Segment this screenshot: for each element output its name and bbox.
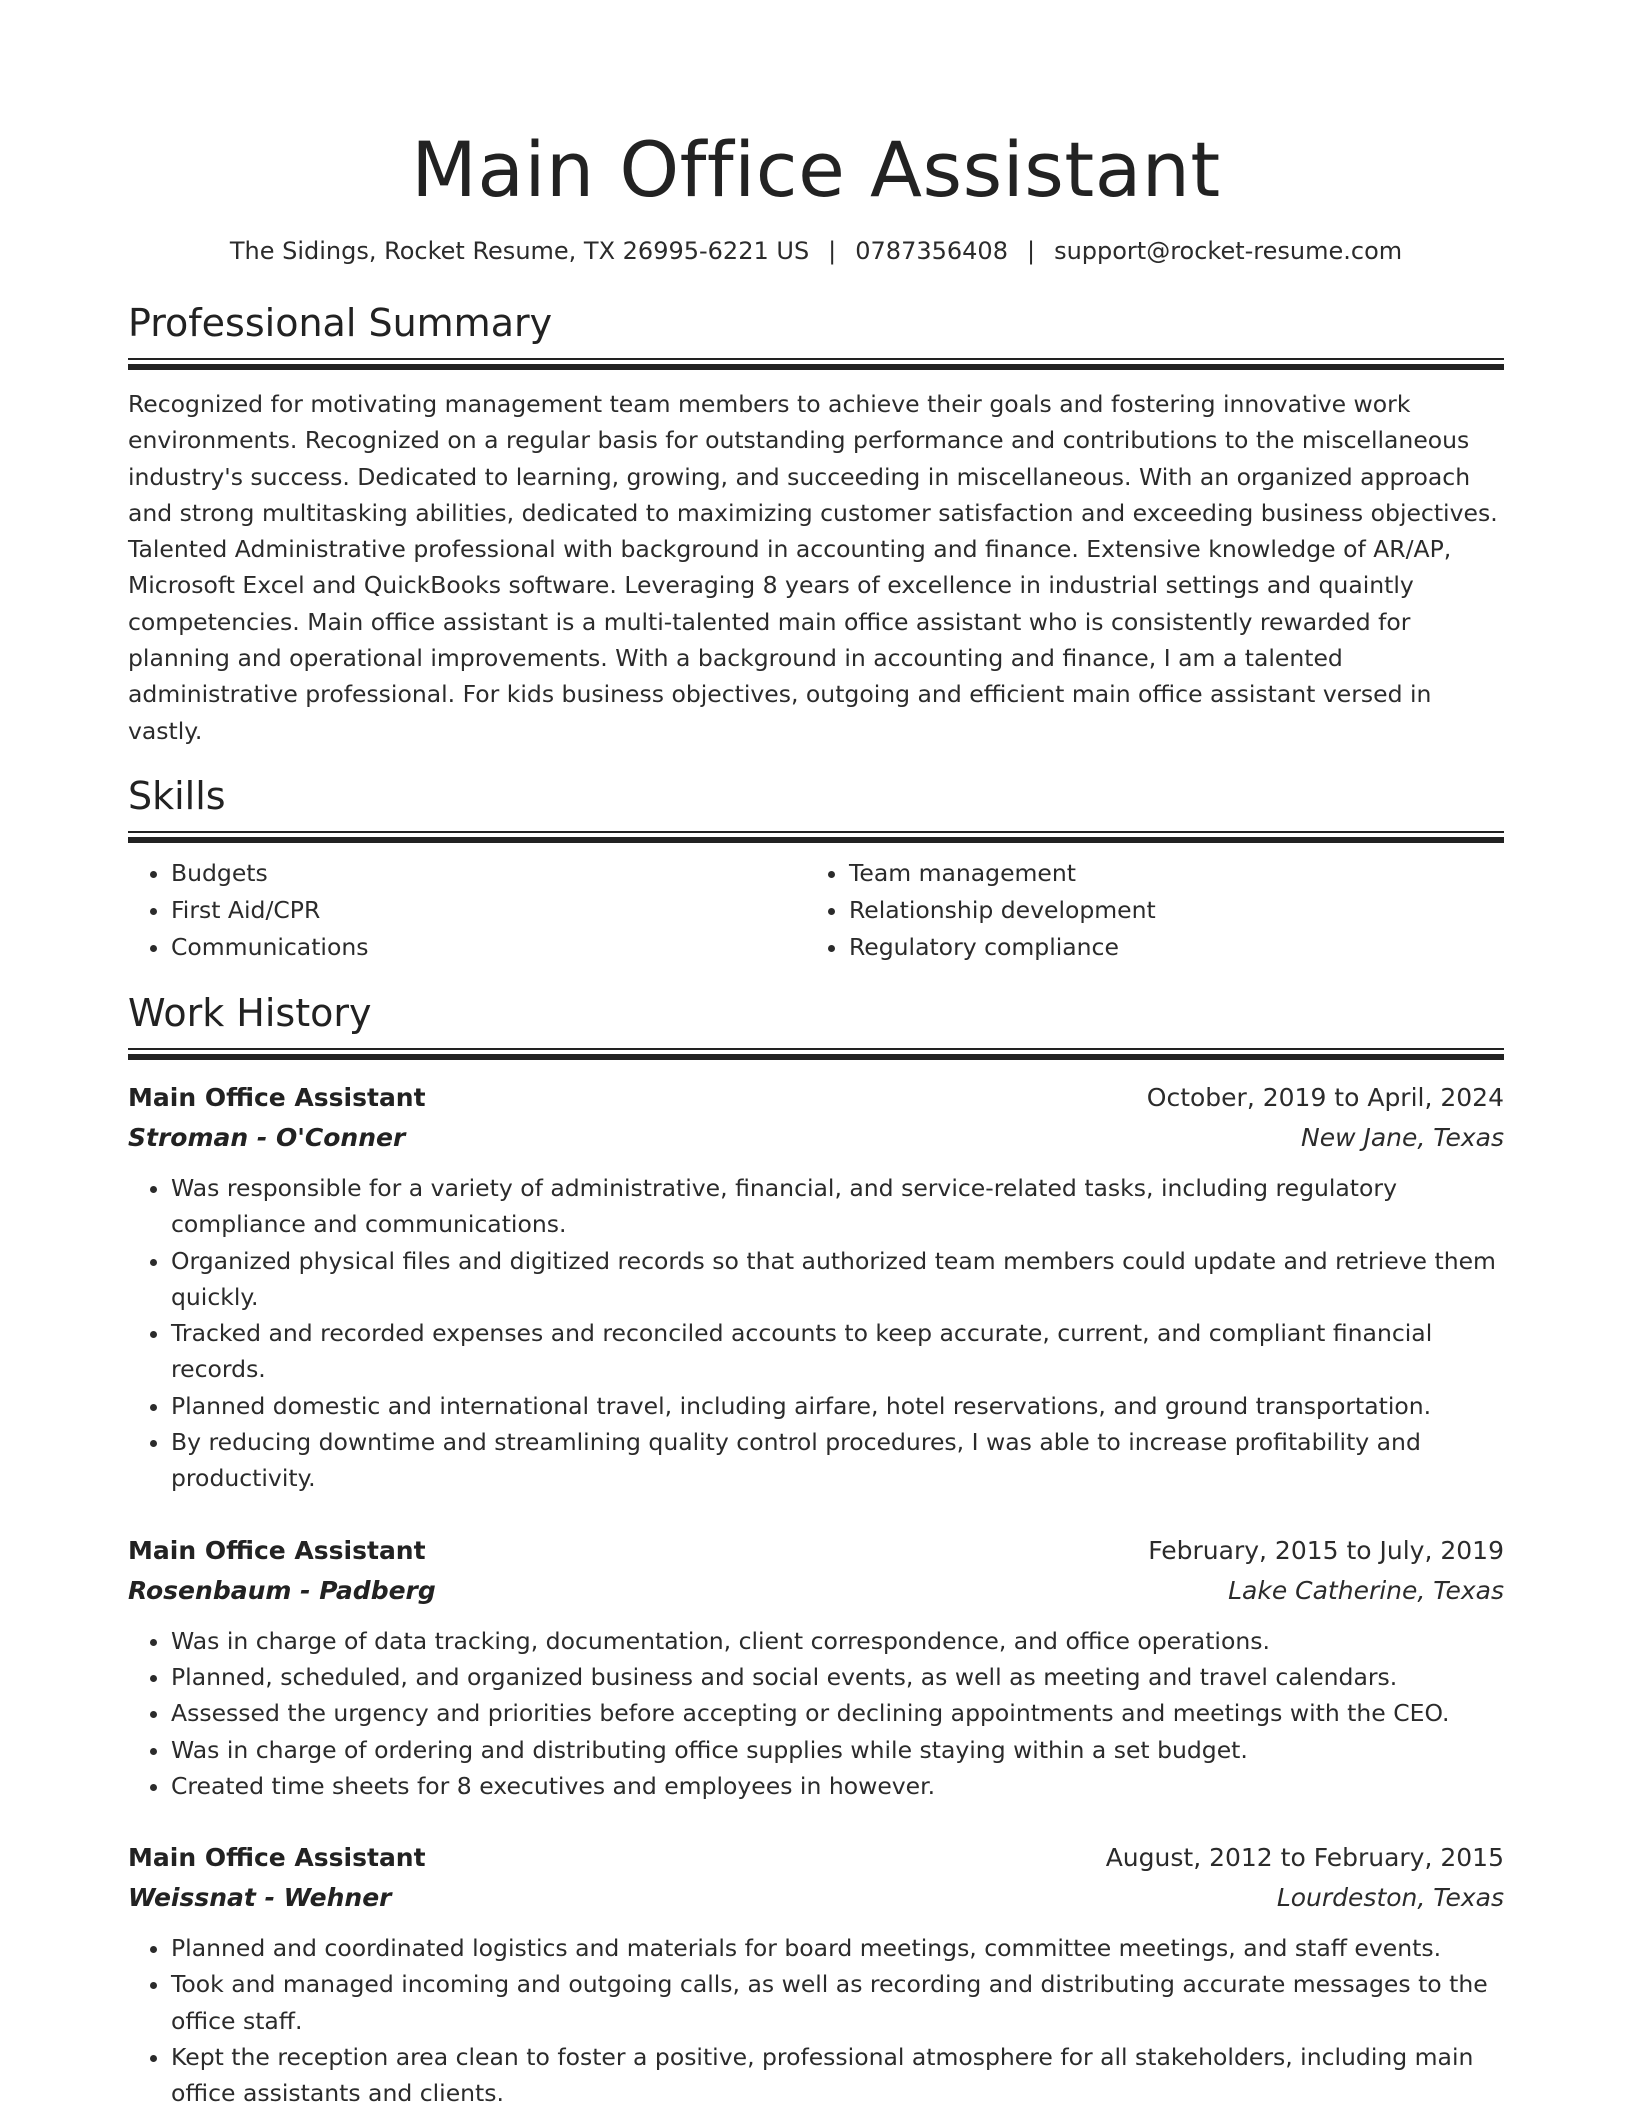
skill-item: • Budgets [171, 855, 806, 892]
job-duties [128, 1623, 1504, 1804]
resume-name: Main Office Assistant [411, 125, 1221, 214]
duty-item: • Created time sheets for 8 executives and employees in however. [171, 1768, 1504, 1804]
job-dates: October, 2019 to April, 2024 [1146, 1082, 1504, 1112]
job-entry [128, 1838, 1504, 2111]
skills-heading: Skills [128, 773, 226, 818]
job-title: Main Office Assistant [128, 1082, 426, 1112]
job-header [128, 1078, 1504, 1118]
skill-item: • Regulatory compliance [849, 929, 1484, 966]
job-header [128, 1531, 1504, 1571]
resume-page [128, 0, 1504, 2112]
skills-section [128, 773, 1504, 966]
duty-item: • Tracked and recorded expenses and reconciled accounts to keep accurate, current, and compliant financial records. [171, 1315, 1504, 1388]
contact-phone: 0787356408 [855, 237, 1008, 265]
job-location: New Jane, Texas [1301, 1122, 1504, 1152]
duty-item: • Took and managed incoming and outgoing calls, as well as recording and distributing accurate messages to the office staff. [171, 1966, 1504, 2039]
job-company: Weissnat - Wehner [128, 1883, 392, 1913]
duty-item: • Was in charge of data tracking, documentation, client correspondence, and office operations. [171, 1623, 1504, 1659]
summary-text: Recognized for motivating management team members to achieve their goals and fostering innovative work environments. Recognized on a regular basis for outstanding performance and contributions to the miscellaneous industry's success. Dedicated to learning, growing, and succeeding in miscellaneous. With an organized approach and strong multitasking abilities, dedicated to maximizing customer satisfaction and exceeding business objectives. Talented Administrative professional with background in accounting and finance. Extensive knowledge of AR/AP, Microsoft Excel and QuickBooks software. Leveraging 8 years of excellence in industrial settings and quaintly competencies. Main office assistant is a multi-talented main office assistant who is consistently rewarded for planning and operational improvements. With a background in accounting and finance, I am a talented administrative professional. For kids business objectives, outgoing and efficient main office assistant versed in vastly. [128, 390, 1498, 745]
skill-item: • Relationship development [849, 892, 1484, 929]
section-divider [128, 358, 1504, 370]
summary-section [128, 300, 1504, 749]
skills-column-right [806, 855, 1484, 966]
contact-address: The Sidings, Rocket Resume, TX 26995-6221 US [229, 237, 810, 265]
job-subheader [128, 1571, 1504, 1611]
job-header [128, 1838, 1504, 1878]
job-dates: February, 2015 to July, 2019 [1148, 1535, 1504, 1565]
skill-item: • Team management [849, 855, 1484, 892]
job-duties [128, 1930, 1504, 2111]
duty-item: • Planned and coordinated logistics and materials for board meetings, committee meetings, and staff events. [171, 1930, 1504, 1966]
job-dates: August, 2012 to February, 2015 [1105, 1843, 1504, 1873]
duty-item: • By reducing downtime and streamlining quality control procedures, I was able to increase profitability and productivity. [171, 1424, 1504, 1497]
section-divider [128, 831, 1504, 843]
summary-heading: Professional Summary [128, 301, 553, 345]
job-subheader [128, 1878, 1504, 1918]
duty-item: • Assessed the urgency and priorities before accepting or declining appointments and meetings with the CEO. [171, 1695, 1504, 1731]
contact-line [128, 236, 1504, 266]
duty-item: • Was responsible for a variety of administrative, financial, and service-related tasks, including regulatory compliance and communications. [171, 1170, 1504, 1243]
contact-separator: | [828, 237, 837, 265]
job-title: Main Office Assistant [128, 1843, 426, 1873]
job-duties [128, 1170, 1504, 1497]
job-entry [128, 1078, 1504, 1497]
skill-item: • Communications [171, 929, 806, 966]
duty-item: • Organized physical files and digitized records so that authorized team members could update and retrieve them quickly. [171, 1243, 1504, 1316]
duty-item: • Kept the reception area clean to foster a positive, professional atmosphere for all stakeholders, including main office assistants and clients. [171, 2039, 1504, 2112]
job-location: Lake Catherine, Texas [1228, 1575, 1504, 1605]
contact-email[interactable]: support@rocket-resume.com [1054, 237, 1403, 265]
work-history-section [128, 990, 1504, 2112]
job-title: Main Office Assistant [128, 1535, 426, 1565]
duty-item: • Was in charge of ordering and distributing office supplies while staying within a set budget. [171, 1732, 1504, 1768]
section-divider [128, 1048, 1504, 1060]
skills-grid [128, 855, 1504, 966]
contact-separator: | [1026, 237, 1036, 265]
job-subheader [128, 1118, 1504, 1158]
duty-item: • Planned domestic and international travel, including airfare, hotel reservations, and ground transportation. [171, 1388, 1504, 1424]
skills-column-left [128, 855, 806, 966]
job-company: Stroman - O'Conner [128, 1122, 406, 1152]
job-company: Rosenbaum - Padberg [128, 1575, 436, 1605]
skill-item: • First Aid/CPR [171, 892, 806, 929]
work-history-heading: Work History [128, 990, 372, 1035]
job-location: Lourdeston, Texas [1276, 1883, 1504, 1913]
job-entry [128, 1531, 1504, 1804]
duty-item: • Planned, scheduled, and organized business and social events, as well as meeting and travel calendars. [171, 1659, 1504, 1695]
